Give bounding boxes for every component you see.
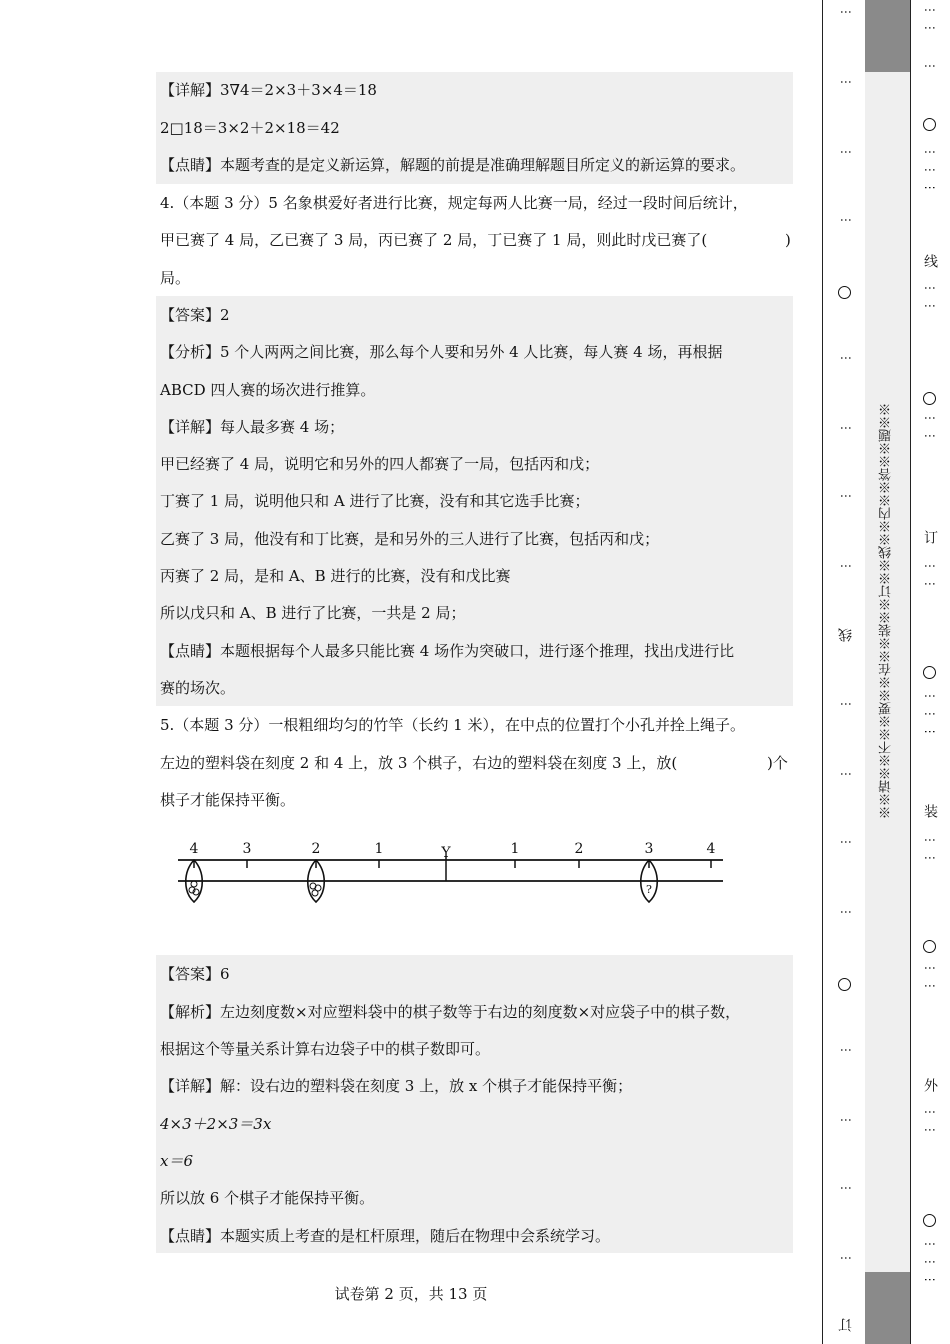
solution-block-5 [156, 955, 793, 1253]
detail-line: 所以戊只和 A、B 进行了比赛，一共是 2 局； [160, 604, 466, 622]
question-5-line: 5.（本题 3 分）一根粗细均匀的竹竿（长约 1 米），在中点的位置打个小孔并拴上绳子。 [160, 716, 745, 734]
margin-dots-outer: ⋮ ⋮ ⋮ [923, 146, 937, 195]
no-answer-warning: ※※请※※不※※要※※在※※装※※订※※线※※内※※答※※题※※ [879, 403, 894, 819]
tick-label-left-1: 1 [374, 841, 384, 857]
tick-label-right-4: 4 [706, 841, 716, 857]
margin-line-gray-right [910, 0, 911, 1344]
question-4-line: 甲已赛了 4 局，乙已赛了 3 局，丙已赛了 2 局，丁已赛了 1 局，则此时戊已赛了( [160, 231, 708, 249]
margin-circle [838, 978, 851, 991]
equation-line: x＝6 [160, 1152, 194, 1170]
margin-dots-outer: ⋮ ⋮ [923, 4, 937, 35]
margin-circle-outer [923, 666, 936, 679]
margin-dots-outer: ⋮ ⋮ [923, 1106, 937, 1137]
margin-dots: ⋮ [839, 214, 853, 227]
question-4-blank-close: ) [785, 231, 791, 249]
lever-figure [170, 832, 730, 914]
margin-dots: ⋮ [839, 768, 853, 781]
comment-line: 【点睛】本题实质上考查的是杠杆原理，随后在物理中会系统学习。 [160, 1227, 611, 1245]
outer-zhuang-label: 装 [922, 804, 938, 818]
margin-dots: ⋮ [839, 698, 853, 711]
equation-line: 4×3＋2×3＝3x [160, 1115, 272, 1133]
margin-dots-outer: ⋮ ⋮ ⋮ [923, 690, 937, 739]
margin-dots: ⋮ [839, 352, 853, 365]
margin-circle-outer [923, 392, 936, 405]
inner-ding-label: 订 [838, 1318, 854, 1332]
detail-line: 丁赛了 1 局，说明他只和 A 进行了比赛，没有和其它选手比赛； [160, 492, 590, 510]
margin-dots: ⋮ [839, 560, 853, 573]
margin-line-outer [822, 0, 823, 1344]
margin-dots-outer: ⋮ ⋮ [923, 282, 937, 313]
margin-dots-outer: ⋮ [923, 60, 937, 73]
detail-line: 甲已经赛了 4 局，说明它和另外的四人都赛了一局，包括丙和戊； [160, 455, 600, 473]
comment-line: 【点睛】本题考查的是定义新运算，解题的前提是准确理解题目所定义的新运算的要求。 [160, 156, 746, 174]
tick-label-left-2: 2 [311, 841, 321, 857]
question-5-line: 左边的塑料袋在刻度 2 和 4 上，放 3 个棋子，右边的塑料袋在刻度 3 上，放( [160, 754, 678, 772]
margin-dots: ⋮ [839, 906, 853, 919]
comment-line: 【点睛】本题根据每个人最多只能比赛 4 场作为突破口，进行逐个推理，找出戊进行比 [160, 642, 735, 660]
question-5-blank-close: )个 [767, 754, 788, 772]
margin-dots-outer: ⋮ ⋮ [923, 962, 937, 993]
gray-band-bottom [865, 1272, 910, 1344]
gray-band-top [865, 0, 910, 72]
margin-dots-outer: ⋮ ⋮ [923, 834, 937, 865]
outer-ding-label: 订 [922, 530, 938, 544]
detail-line: 乙赛了 3 局，他没有和丁比赛，是和另外的三人进行了比赛，包括丙和戊； [160, 530, 660, 548]
margin-circle [838, 286, 851, 299]
margin-dots-outer: ⋮ ⋮ [923, 560, 937, 591]
margin-dots-outer: ⋮ ⋮ ⋮ [923, 1238, 937, 1287]
unknown-bag-mark: ? [646, 883, 652, 896]
margin-dots: ⋮ [839, 1114, 853, 1127]
detail-line: 2□18＝3×2＋2×18＝42 [160, 119, 340, 137]
margin-dots: ⋮ [839, 6, 853, 19]
detail-line: 丙赛了 2 局，是和 A、B 进行的比赛，没有和戊比赛 [160, 567, 511, 585]
margin-circle-outer [923, 118, 936, 131]
margin-dots: ⋮ [839, 422, 853, 435]
question-4-line: 局。 [160, 269, 191, 287]
page-footer: 试卷第 2 页，共 13 页 [334, 1285, 488, 1303]
tick-label-right-3: 3 [644, 841, 654, 857]
tick-label-left-3: 3 [242, 841, 252, 857]
tick-label-right-1: 1 [510, 841, 520, 857]
margin-circle-outer [923, 940, 936, 953]
detail-line: 所以放 6 个棋子才能保持平衡。 [160, 1189, 375, 1207]
margin-dots: ⋮ [839, 146, 853, 159]
inner-line-label: 线 [838, 628, 854, 642]
comment-line: 赛的场次。 [160, 679, 236, 697]
pivot-label: Y [441, 845, 451, 861]
outer-line-label: 线 [922, 254, 938, 268]
tick-label-right-2: 2 [574, 841, 584, 857]
margin-dots: ⋮ [839, 1044, 853, 1057]
detail-line: 【详解】每人最多赛 4 场； [160, 418, 345, 436]
margin-dots: ⋮ [839, 76, 853, 89]
detail-line: 【详解】解：设右边的塑料袋在刻度 3 上，放 x 个棋子才能保持平衡； [160, 1077, 633, 1095]
analysis-line: 根据这个等量关系计算右边袋子中的棋子数即可。 [160, 1040, 491, 1058]
margin-dots: ⋮ [839, 1182, 853, 1195]
margin-dots: ⋮ [839, 836, 853, 849]
tick-label-left-4: 4 [189, 841, 199, 857]
answer-line: 【答案】6 [160, 965, 230, 983]
question-4-line: 4.（本题 3 分）5 名象棋爱好者进行比赛，规定每两人比赛一局，经过一段时间后统计， [160, 194, 748, 212]
margin-dots-outer: ⋮ ⋮ [923, 412, 937, 443]
outer-wai-label: 外 [922, 1078, 938, 1092]
analysis-line: ABCD 四人赛的场次进行推算。 [160, 381, 376, 399]
margin-dots: ⋮ [839, 490, 853, 503]
analysis-line: 【分析】5 个人两两之间比赛，那么每个人要和另外 4 人比赛，每人赛 4 场，再根据 [160, 343, 723, 361]
margin-dots: ⋮ [839, 1252, 853, 1265]
margin-circle-outer [923, 1214, 936, 1227]
analysis-line: 【解析】左边刻度数×对应塑料袋中的棋子数等于右边的刻度数×对应袋子中的棋子数， [160, 1003, 741, 1021]
answer-line: 【答案】2 [160, 306, 230, 324]
question-5-line: 棋子才能保持平衡。 [160, 791, 296, 809]
detail-line: 【详解】3∇4＝2×3＋3×4＝18 [160, 81, 377, 99]
